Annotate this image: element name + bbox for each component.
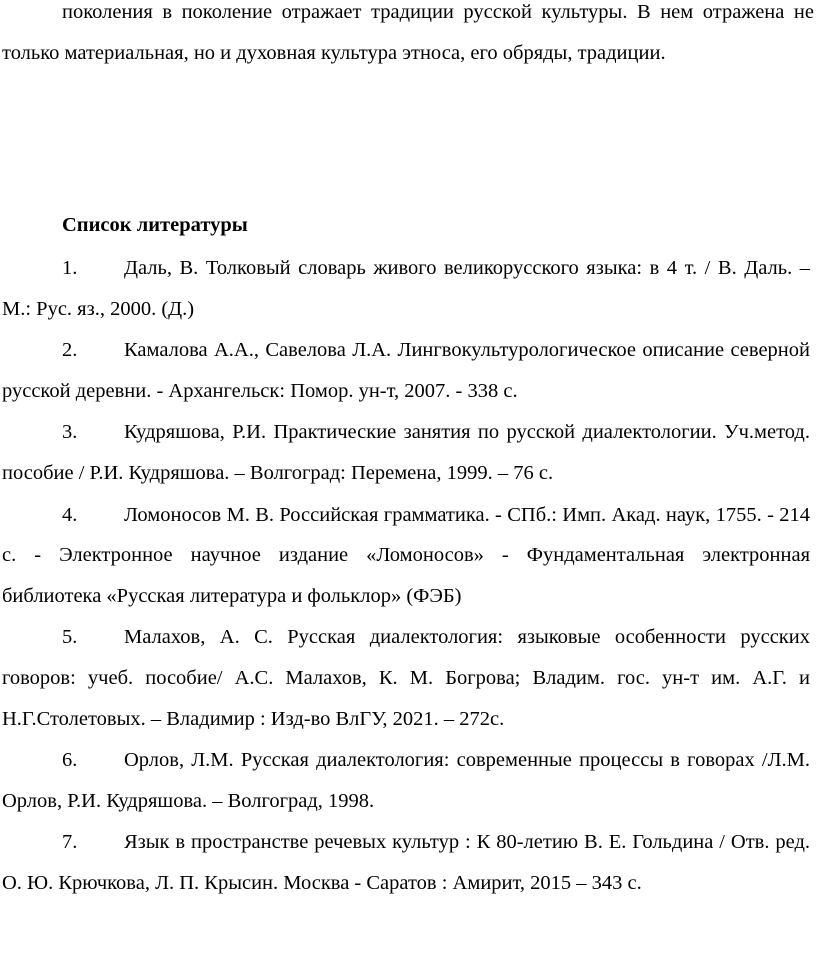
reference-text: Орлов, Л.М. Русская диалектология: современные процессы в говорах /Л.М. Орлов, Р.И. Кудряшова. – Волгоград, 1998. [2, 749, 810, 812]
reference-item [0, 412, 812, 493]
reference-number: 2. [62, 339, 78, 362]
reference-item [0, 822, 812, 903]
reference-text: Язык в пространстве речевых культур : К 80-летию В. Е. Гольдина / Отв. ред. О. Ю. Крючкова, Л. П. Крысин. Москва - Саратов : Амирит, 2015 – 343 с. [2, 831, 810, 894]
intro-paragraph: поколения в поколение отражает традиции русской культуры. В нем отражена не только материальная, но и духовная культура этноса, его обряды, традиции. [2, 1, 814, 64]
reference-item [0, 617, 812, 739]
reference-item [0, 330, 812, 411]
reference-item [0, 495, 812, 617]
reference-number: 1. [62, 257, 78, 279]
reference-item [0, 740, 812, 821]
reference-text: Малахов, А. С. Русская диалектология: языковые особенности русских говоров: учеб. пособие/ А.С. Малахов, К. М. Богрова; Владим. гос. ун-т им. А.Г. и Н.Г.Столетовых. – Владимир : Изд-во ВлГУ, 2021. – 272с. [2, 626, 810, 730]
reference-text: Даль, В. Толковый словарь живого великорусского языка: в 4 т. / В. Даль. – М.: Рус. яз., 2000. (Д.) [2, 257, 810, 320]
reference-number: 4. [62, 503, 78, 526]
reference-number: 7. [62, 831, 78, 854]
reference-text: Камалова А.А., Савелова Л.А. Лингвокультурологическое описание северной русской деревни. - Архангельск: Помор. ун-т, 2007. - 338 с. [2, 339, 810, 402]
reference-text: Кудряшова, Р.И. Практические занятия по русской диалектологии. Уч.метод. пособие / Р.И. Кудряшова. – Волгоград: Перемена, 1999. – 76 с. [2, 421, 810, 484]
reference-number: 6. [62, 749, 78, 772]
reference-text: Ломоносов М. В. Российская грамматика. - СПб.: Имп. Акад. наук, 1755. - 214 с. - Электронное научное издание «Ломоносов» - Фундаментальная электронная библиотека «Русская литература и фольклор» (ФЭБ) [2, 503, 810, 607]
reference-list [0, 248, 812, 905]
reference-item [0, 248, 812, 329]
reference-number: 3. [62, 421, 78, 444]
reference-number: 5. [62, 626, 78, 649]
bibliography-heading: Список литературы [62, 214, 248, 236]
